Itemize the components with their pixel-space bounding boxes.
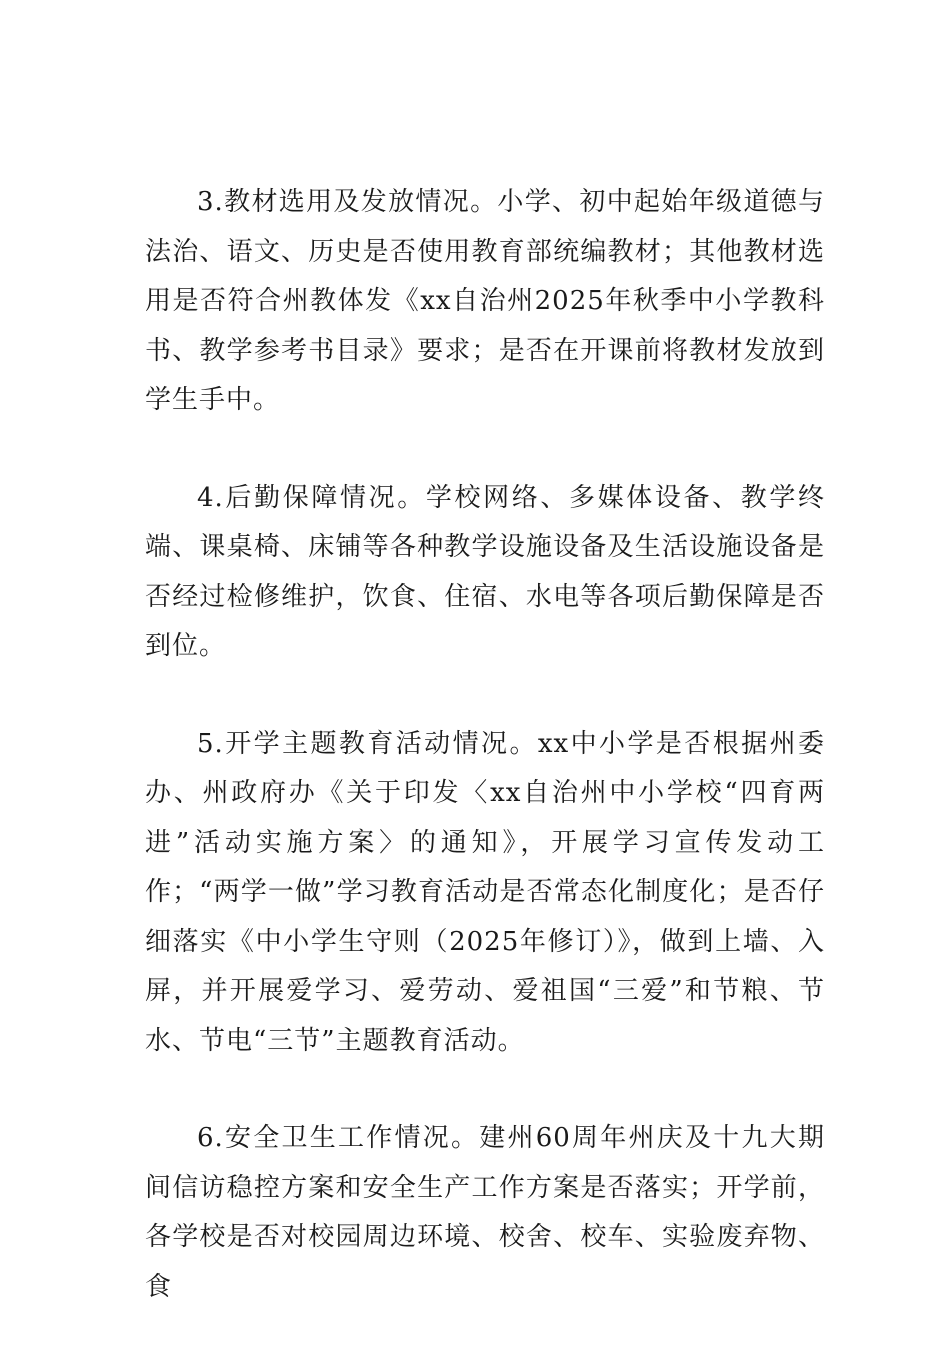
paragraph-logistics: 4.后勤保障情况。学校网络、多媒体设备、教学终端、课桌椅、床铺等各种教学设施设备及生活设施设备是否经过检修维护，饮食、住宿、水电等各项后勤保障是否到位。 [145,482,825,661]
document-body [145,178,825,1360]
paragraph-textbooks: 3.教材选用及发放情况。小学、初中起始年级道德与法治、语文、历史是否使用教育部统编教材；其他教材选用是否符合州教体发《xx自治州2025年秋季中小学教科书、教学参考书目录》要求；是否在开课前将教材发放到学生手中。 [145,187,825,415]
paragraph-theme-education: 5.开学主题教育活动情况。xx中小学是否根据州委办、州政府办《关于印发〈xx自治州中小学校“四育两进”活动实施方案〉的通知》，开展学习宣传发动工作；“两学一做”学习教育活动是否常态化制度化；是否仔细落实《中小学生守则（2025年修订）》，做到上墙、入屏，并开展爱学习、爱劳动、爱祖国“三爱”和节粮、节水、节电“三节”主题教育活动。 [145,728,825,1056]
paragraph-safety-hygiene: 6.安全卫生工作情况。建州60周年州庆及十九大期间信访稳控方案和安全生产工作方案是否落实；开学前，各学校是否对校园周边环境、校舍、校车、实验废弃物、食 [145,1123,825,1302]
